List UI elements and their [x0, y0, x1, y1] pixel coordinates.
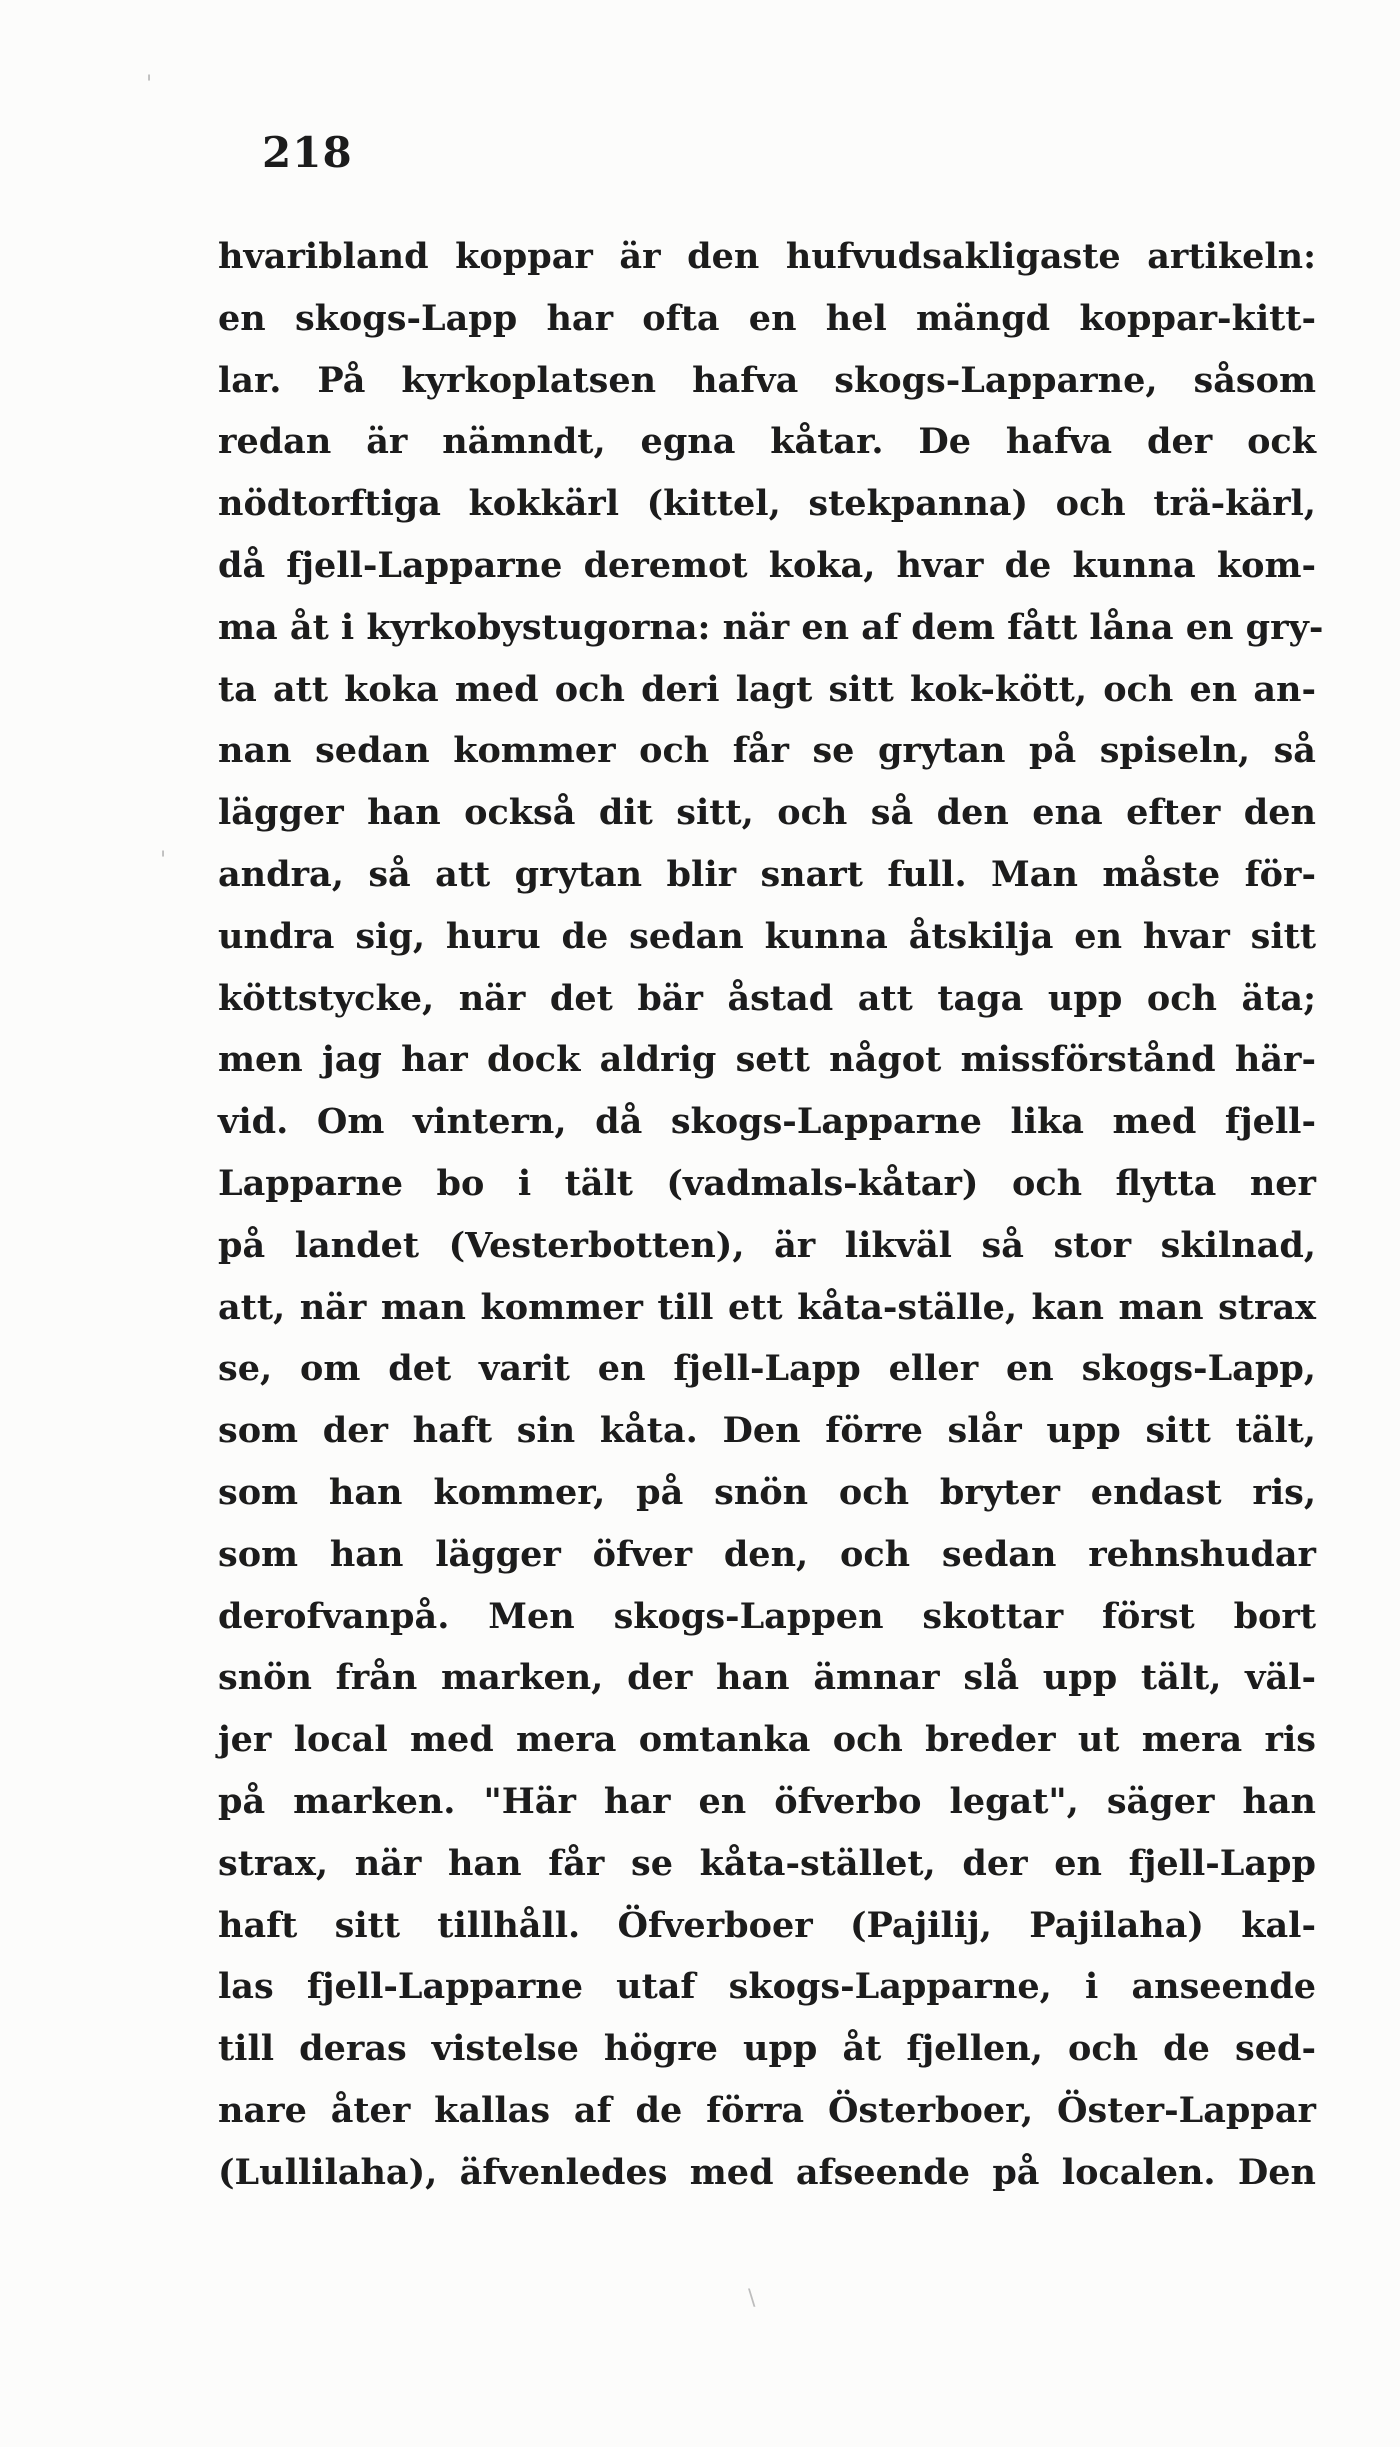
text-line: Lapparne bo i tält (vadmals-kåtar) och flytta ner [218, 1162, 1316, 1204]
text-line: undra sig, huru de sedan kunna åtskilja en hvar sitt [218, 915, 1316, 957]
text-line: som der haft sin kåta. Den förre slår upp sitt tält, [218, 1410, 1316, 1452]
text-line: jer local med mera omtanka och breder ut mera ris [218, 1719, 1316, 1761]
text-line: som han lägger öfver den, och sedan rehnshudar [218, 1533, 1316, 1575]
text-line: till deras vistelse högre upp åt fjellen, och de sed- [218, 2028, 1316, 2070]
text-line: att, när man kommer till ett kåta-ställe, kan man strax [218, 1286, 1316, 1328]
text-line: nödtorftiga kokkärl (kittel, stekpanna) och trä-kärl, [218, 483, 1316, 525]
text-line: snön från marken, der han ämnar slå upp tält, väl- [218, 1657, 1316, 1699]
text-line: vid. Om vintern, då skogs-Lapparne lika med fjell- [218, 1101, 1316, 1143]
page-number: 218 [262, 128, 353, 177]
text-line: som han kommer, på snön och bryter endast ris, [218, 1471, 1316, 1513]
text-line: lägger han också dit sitt, och så den ena efter den [218, 792, 1316, 834]
text-line: en skogs-Lapp har ofta en hel mängd koppar-kitt- [218, 297, 1316, 339]
text-line: på marken. "Här har en öfverbo legat", säger han [218, 1780, 1316, 1822]
speck-mark: ' [160, 848, 167, 873]
text-line: men jag har dock aldrig sett något missförstånd här- [218, 1039, 1316, 1081]
speck-mark: \ [748, 2286, 756, 2311]
text-line: andra, så att grytan blir snart full. Man måste för- [218, 853, 1316, 895]
text-line: strax, när han får se kåta-stället, der en fjell-Lapp [218, 1842, 1316, 1884]
text-line: ta att koka med och deri lagt sitt kok-kött, och en an- [218, 668, 1316, 710]
text-line: las fjell-Lapparne utaf skogs-Lapparne, i anseende [218, 1966, 1316, 2008]
text-line: ma åt i kyrkobystugorna: när en af dem fått låna en gry- [218, 606, 1324, 648]
text-line: derofvanpå. Men skogs-Lappen skottar först bort [218, 1595, 1316, 1637]
text-line: nan sedan kommer och får se grytan på spiseln, så [218, 730, 1316, 772]
text-line: redan är nämndt, egna kåtar. De hafva der ock [218, 421, 1316, 463]
text-line: då fjell-Lapparne deremot koka, hvar de kunna kom- [218, 544, 1316, 586]
body-text [218, 226, 1324, 2204]
text-line: se, om det varit en fjell-Lapp eller en skogs-Lapp, [218, 1348, 1316, 1390]
text-line: (Lullilaha), äfvenledes med afseende på localen. Den [218, 2151, 1316, 2193]
text-line: hvaribland koppar är den hufvudsakligaste artikeln: [218, 236, 1316, 277]
text-line: lar. På kyrkoplatsen hafva skogs-Lapparne, såsom [218, 359, 1316, 401]
text-line: på landet (Vesterbotten), är likväl så stor skilnad, [218, 1224, 1316, 1266]
text-line: nare åter kallas af de förra Österboer, Öster-Lappar [218, 2089, 1316, 2131]
text-line: köttstycke, när det bär åstad att taga upp och äta; [218, 977, 1316, 1019]
speck-mark: ' [146, 72, 153, 97]
text-line: haft sitt tillhåll. Öfverboer (Pajilij, Pajilaha) kal- [218, 1904, 1316, 1946]
